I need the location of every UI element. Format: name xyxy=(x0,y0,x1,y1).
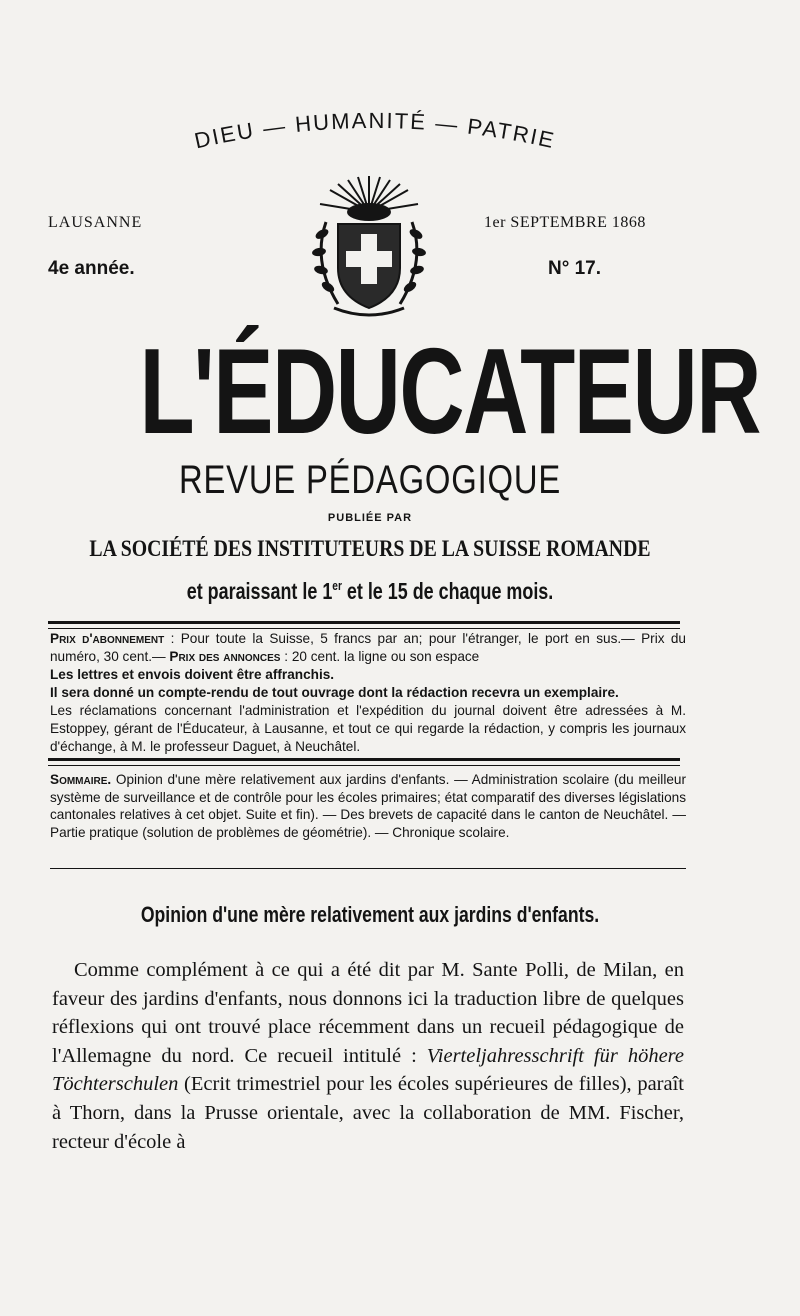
newspaper-title xyxy=(139,323,760,459)
published-by-label: PUBLIÉE PAR xyxy=(327,512,413,524)
issue-date: 1er SEPTEMBRE 1868 xyxy=(484,214,646,231)
notice-ads-text: : 20 cent. la ligne ou son espace xyxy=(280,649,480,664)
article-text-b: (Ecrit trimestriel pour les écoles supérieures de filles), paraît à Thorn, dans la Prusse orientale, avec la collaboration de MM. Fischer, recteur d'école à xyxy=(52,1073,684,1153)
notice-ads-label: Prix des annonces xyxy=(169,649,281,664)
article-body xyxy=(52,956,684,1156)
frequency-text-b: et le 15 de chaque mois. xyxy=(341,578,554,604)
newspaper-subtitle: REVUE PÉDAGOGIQUE xyxy=(178,458,562,502)
issue-number: N° 17. xyxy=(548,258,602,279)
rule-divider xyxy=(48,621,680,629)
notice-claims: Les réclamations concernant l'administration et l'expédition du journal doivent être adressées à M. Estoppey, gérant de l'Éducateur, à Lausanne, et tout ce qui regarde la rédaction, y compris les journaux d'échange, à M. le professeur Daguet, à Neuchâtel. xyxy=(50,703,686,754)
rule-divider xyxy=(50,868,686,869)
newspaper-title-text: L'ÉDUCATEUR xyxy=(139,323,760,459)
society-name: LA SOCIÉTÉ DES INSTITUTEURS DE LA SUISSE ROMANDE xyxy=(89,536,651,561)
publication-frequency xyxy=(113,578,628,605)
article-title: Opinion d'une mère relativement aux jardins d'enfants. xyxy=(140,902,600,927)
summary-label: Sommaire. xyxy=(50,772,112,787)
frequency-superscript: er xyxy=(332,578,342,593)
place-label: LAUSANNE xyxy=(48,214,143,231)
motto-text: DIEU — HUMANITÉ — PATRIE xyxy=(192,107,558,154)
subscription-notice xyxy=(50,630,686,756)
frequency-text-a: et paraissant le 1 xyxy=(186,578,333,604)
summary-text: Opinion d'une mère relativement aux jardins d'enfants. — Administration scolaire (du meilleur système de surveillance et de contrôle pour les écoles primaires; état comparatif des diverses législations cantonales relatives à cet objet. Suite et fin). — Des brevets de capacité dans le canton de Neuchâtel. — Partie pratique (solution de problèmes de géométrie). — Chronique scolaire. xyxy=(50,772,686,840)
notice-review: Il sera donné un compte-rendu de tout ouvrage dont la rédaction recevra un exemplaire. xyxy=(50,685,619,700)
swiss-cross-shield-emblem-icon xyxy=(308,172,430,322)
rule-divider xyxy=(48,758,680,766)
article-text-a: Comme complément à ce qui a été dit par M. Sante Polli, de Milan, en faveur des jardins d'enfants, nous donnons ici la traduction libre de quelques réflexions qui ont trouvé place récemment dans un recueil pédagogique de l'Allemagne du nord. Ce recueil intitulé : xyxy=(52,959,684,1067)
notice-price-label: Prix d'abonnement xyxy=(50,631,165,646)
notice-price-text: : Pour toute la Suisse, 5 francs par an; pour l'étranger, le port en sus.— Prix du numéro, 30 cent.— xyxy=(50,631,686,664)
motto-arc xyxy=(140,100,610,170)
notice-postage: Les lettres et envois doivent être affranchis. xyxy=(50,667,335,682)
year-label: 4e année. xyxy=(48,258,135,279)
table-of-contents xyxy=(50,771,686,841)
svg-text:DIEU — HUMANITÉ — PATRIE xyxy=(192,108,558,153)
article-text-italic: Vierteljahresschrift für höhere Töchterschulen xyxy=(52,1044,684,1096)
